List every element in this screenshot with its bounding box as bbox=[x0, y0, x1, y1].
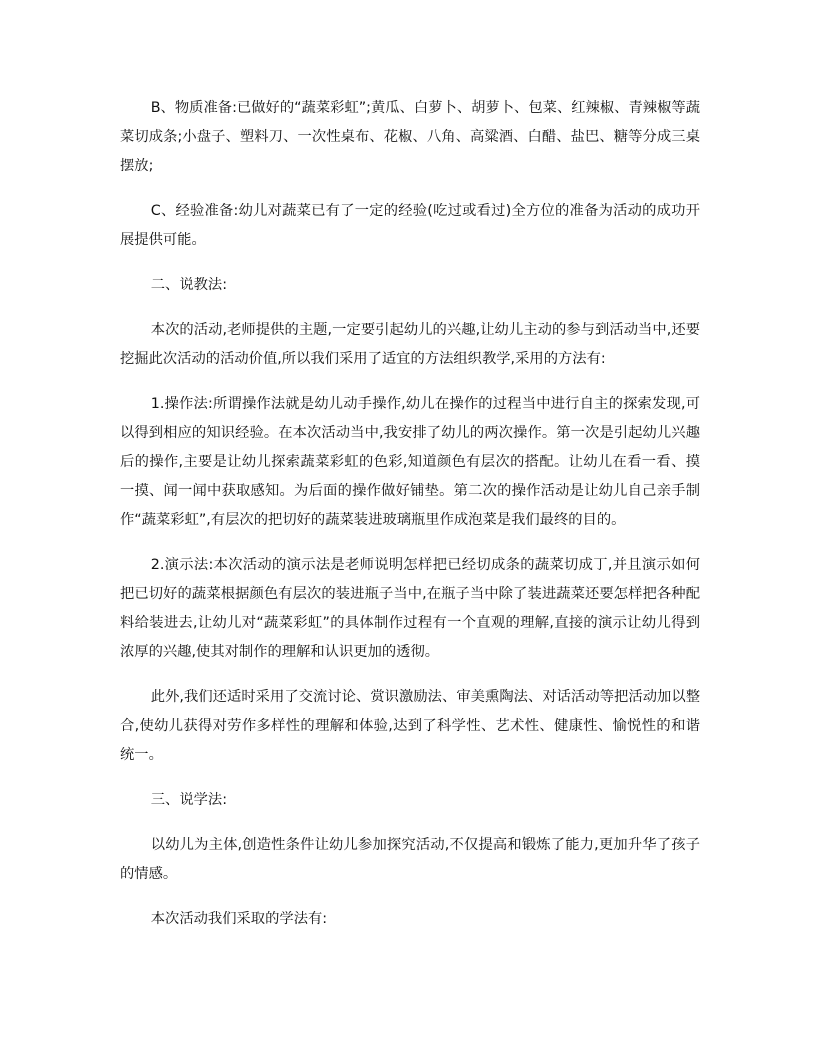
document-body bbox=[120, 94, 700, 950]
teaching-method-intro-paragraph: 本次的活动,老师提供的主题,一定要引起幼儿的兴趣,让幼儿主动的参与到活动当中,还要挖掘此次活动的活动价值,所以我们采用了适宜的方法组织教学,采用的方法有: bbox=[120, 322, 700, 367]
teaching-method-heading: 二、说教法: bbox=[150, 277, 228, 293]
other-methods-paragraph: 此外,我们还适时采用了交流讨论、赏识激励法、审美熏陶法、对话活动等把活动加以整合,使幼儿获得对劳作多样性的理解和体验,达到了科学性、艺术性、健康性、愉悦性的和谐统一。 bbox=[120, 689, 700, 763]
learning-method-heading: 三、说学法: bbox=[150, 792, 228, 808]
demonstration-method-paragraph: 2.演示法:本次活动的演示法是老师说明怎样把已经切成条的蔬菜切成丁,并且演示如何把已切好的蔬菜根据颜色有层次的装进瓶子当中,在瓶子当中除了装进蔬菜还要怎样把各种配料给装进去,让幼儿对“蔬菜彩虹”的具体制作过程有一个直观的理解,直接的演示让幼儿得到浓厚的兴趣,使其对制作的理解和认识更加的透彻。 bbox=[120, 557, 700, 660]
experience-preparation-paragraph: C、经验准备:幼儿对蔬菜已有了一定的经验(吃过或看过)全方位的准备为活动的成功开展提供可能。 bbox=[120, 203, 700, 248]
material-preparation-paragraph: B、物质准备:已做好的“蔬菜彩虹”;黄瓜、白萝卜、胡萝卜、包菜、红辣椒、青辣椒等蔬菜切成条;小盘子、塑料刀、一次性桌布、花椒、八角、高粱酒、白醋、盐巴、糖等分成三桌摆放; bbox=[120, 100, 700, 174]
learning-methods-lead-paragraph: 本次活动我们采取的学法有: bbox=[150, 911, 328, 927]
learning-method-intro-paragraph: 以幼儿为主体,创造性条件让幼儿参加探究活动,不仅提高和锻炼了能力,更加升华了孩子的情感。 bbox=[120, 837, 700, 882]
operation-method-paragraph: 1.操作法:所谓操作法就是幼儿动手操作,幼儿在操作的过程当中进行自主的探索发现,可以得到相应的知识经验。在本次活动当中,我安排了幼儿的两次操作。第一次是引起幼儿兴趣后的操作,主要是让幼儿探索蔬菜彩虹的色彩,知道颜色有层次的搭配。让幼儿在看一看、摸一摸、闻一闻中获取感知。为后面的操作做好铺垫。第二次的操作活动是让幼儿自己亲手制作“蔬菜彩虹”,有层次的把切好的蔬菜装进玻璃瓶里作成泡菜是我们最终的目的。 bbox=[120, 396, 700, 528]
